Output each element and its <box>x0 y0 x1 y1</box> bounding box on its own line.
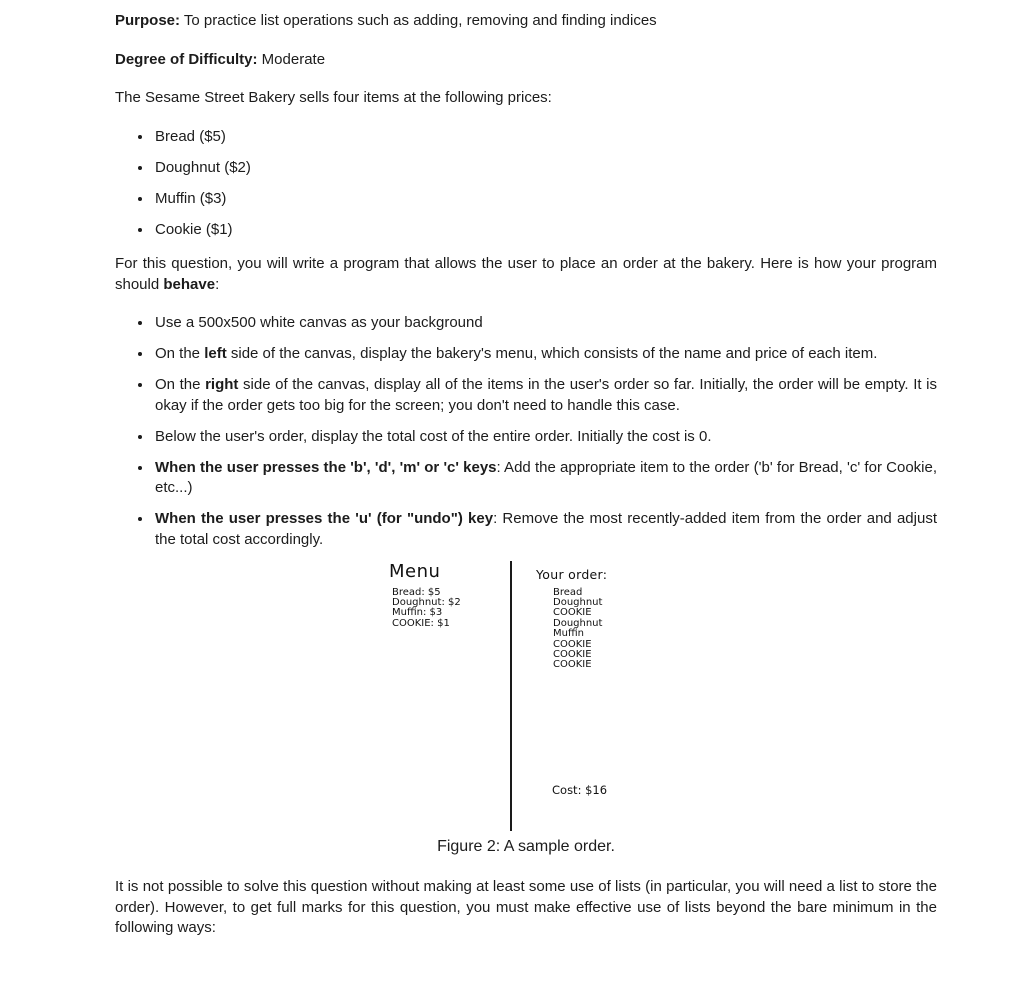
figure-menu-item: COOKIE: $1 <box>392 617 450 629</box>
program-behavior-item: • On the right side of the canvas, display all of the items in the user's order so far. Initially, the order will be empty. It is okay if the order gets too big for the screen; you don't need to handle this case. <box>153 375 937 416</box>
bakery-price-list <box>115 127 937 241</box>
figure-order-item: COOKIE <box>553 659 592 671</box>
intro-paragraph: The Sesame Street Bakery sells four items at the following prices: <box>115 89 552 106</box>
bakery-price-item: • Doughnut ($2) <box>153 158 937 179</box>
figure-order-item-list <box>553 588 602 671</box>
bakery-price-item: • Bread ($5) <box>153 127 937 148</box>
bakery-price-item: • Muffin ($3) <box>153 189 937 210</box>
program-behavior-item: • When the user presses the 'b', 'd', 'm' or 'c' keys: Add the appropriate item to the order ('b' for Bread, 'c' for Cookie, etc...) <box>153 458 937 499</box>
figure-caption: Figure 2: A sample order. <box>437 837 615 855</box>
figure-sample-order <box>115 561 937 831</box>
figure-cost-label: Cost: $16 <box>552 782 608 797</box>
figure-menu-item: Bread: $5 <box>392 586 441 598</box>
figure-order-item: COOKIE <box>553 638 592 650</box>
program-behavior-item: • On the left side of the canvas, display the bakery's menu, which consists of the name and price of each item. <box>153 344 937 365</box>
figure-menu-item: Doughnut: $2 <box>392 596 461 608</box>
figure-order-item: Muffin <box>553 628 584 640</box>
figure-order-item: Doughnut <box>553 596 603 608</box>
program-behavior-item: • Below the user's order, display the total cost of the entire order. Initially the cost is 0. <box>153 427 937 448</box>
question-paragraph: For this question, you will write a program that allows the user to place an order at the bakery. Here is how your program should behave: <box>115 255 937 293</box>
figure-order-item: Bread <box>553 586 583 598</box>
program-behavior-list <box>115 313 937 550</box>
figure-menu-item: Muffin: $3 <box>392 607 443 619</box>
purpose-paragraph: Purpose: To practice list operations such as adding, removing and finding indices <box>115 12 657 29</box>
program-behavior-item: • Use a 500x500 white canvas as your background <box>153 313 937 334</box>
difficulty-paragraph: Degree of Difficulty: Moderate <box>115 50 326 68</box>
figure-order-item: Doughnut <box>553 617 603 629</box>
figure-order-item: COOKIE <box>553 648 592 660</box>
figure-order-title: Your order: <box>536 566 608 582</box>
closing-paragraph: It is not possible to solve this question without making at least some use of lists (in particular, you will need a list to store the order). However, to get full marks for this question, you must make effective use of lists beyond the bare minimum in the following ways: <box>115 878 937 936</box>
figure-divider-line <box>510 561 512 831</box>
figure-menu-title: Menu <box>389 560 441 582</box>
figure-order-item: COOKIE <box>553 607 592 619</box>
program-behavior-item: • When the user presses the 'u' (for "undo") key: Remove the most recently-added item from the order and adjust the total cost accordingly. <box>153 509 937 550</box>
figure-menu-item-list <box>392 588 461 630</box>
bakery-price-item: • Cookie ($1) <box>153 220 937 241</box>
